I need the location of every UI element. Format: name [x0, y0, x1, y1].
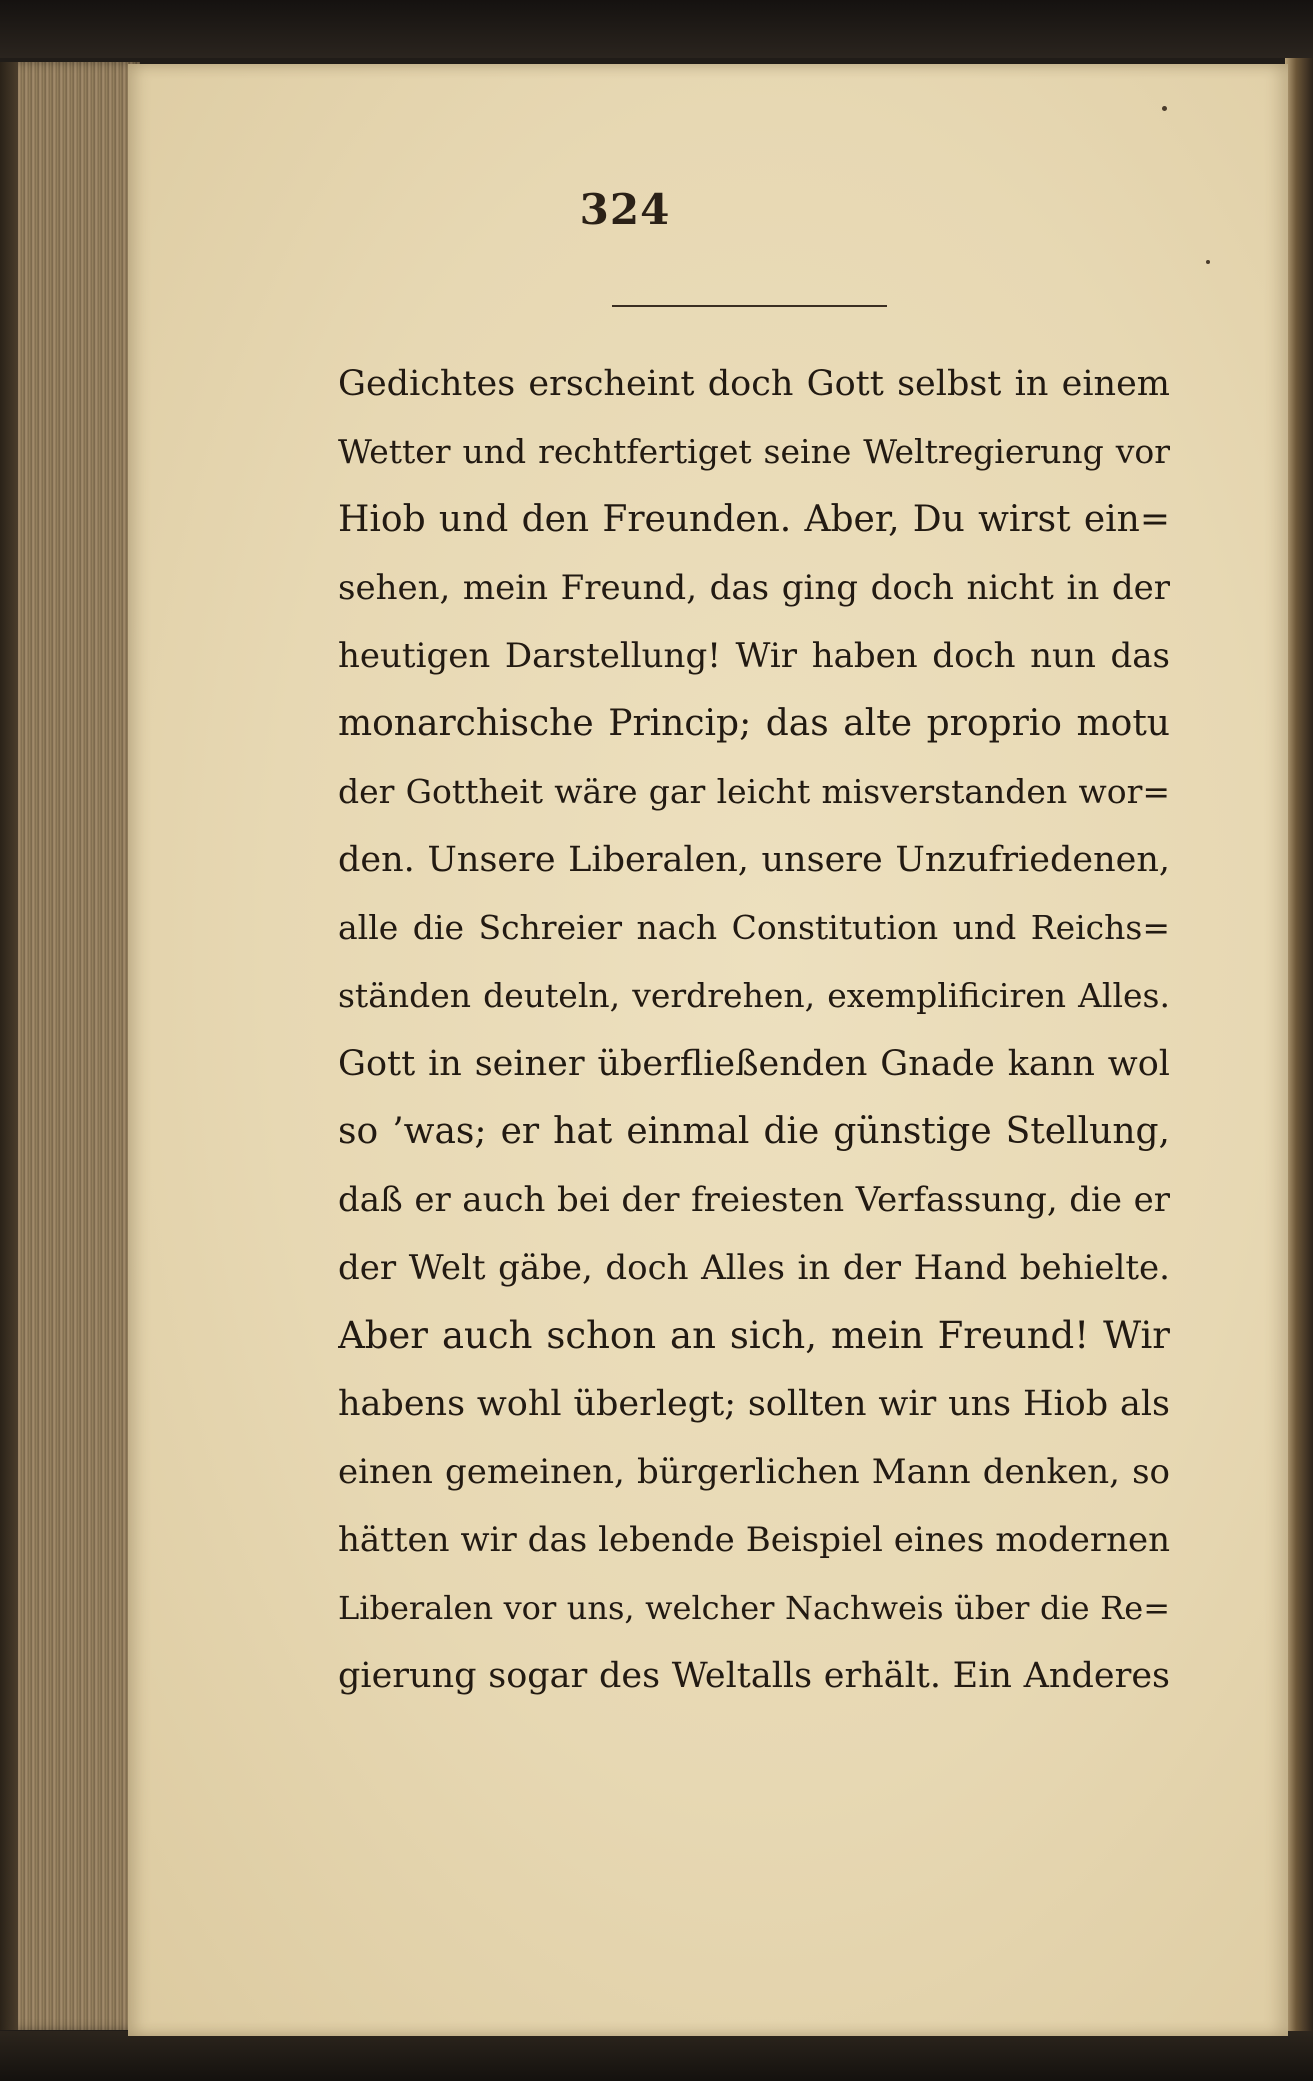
- text-line: Liberalen vor uns, welcher Nachweis über die Re=: [338, 1589, 1170, 1627]
- text-line: hätten wir das lebende Beispiel eines modernen: [338, 1520, 1170, 1560]
- book-cover-edge: [0, 62, 18, 2030]
- page-number: 324: [579, 185, 671, 234]
- body-text: [338, 350, 1170, 1710]
- text-line: alle die Schreier nach Constitution und Reichs=: [338, 908, 1170, 947]
- text-line: daß er auch bei der freiesten Verfassung, die er: [338, 1180, 1170, 1220]
- text-line: heutigen Darstellung! Wir haben doch nun das: [338, 636, 1170, 676]
- text-line: so ’was; er hat einmal die günstige Stellung,: [338, 1111, 1170, 1152]
- text-line: den. Unsere Liberalen, unsere Unzufriedenen,: [338, 840, 1170, 880]
- text-line: monarchische Princip; das alte proprio motu: [338, 703, 1170, 744]
- scan-bottom-background: [0, 2031, 1313, 2081]
- text-line: ständen deuteln, verdrehen, exemplificiren Alles.: [338, 976, 1170, 1015]
- paper-speck: [1206, 260, 1210, 264]
- header-rule: [612, 305, 887, 307]
- text-line: Aber auch schon an sich, mein Freund! Wir: [338, 1314, 1170, 1357]
- text-line: der Gottheit wäre gar leicht misverstanden wor=: [338, 772, 1170, 811]
- text-line: Gott in seiner überfließenden Gnade kann wol: [338, 1044, 1170, 1084]
- scan-top-background: [0, 0, 1313, 58]
- page-block-edges: [0, 62, 140, 2030]
- text-line: der Welt gäbe, doch Alles in der Hand behielte.: [338, 1248, 1170, 1288]
- text-line: habens wohl überlegt; sollten wir uns Hiob als: [338, 1384, 1170, 1424]
- text-line: einen gemeinen, bürgerlichen Mann denken, so: [338, 1452, 1170, 1492]
- text-line: Wetter und rechtfertiget seine Weltregierung vor: [338, 432, 1170, 471]
- text-line: Gedichtes erscheint doch Gott selbst in einem: [338, 364, 1170, 404]
- text-line: gierung sogar des Weltalls erhält. Ein Anderes: [338, 1656, 1170, 1696]
- binding-edge: [1285, 58, 1313, 2043]
- text-line: Hiob und den Freunden. Aber, Du wirst ein=: [338, 499, 1170, 540]
- paper-speck: [1162, 106, 1167, 111]
- text-line: sehen, mein Freund, das ging doch nicht in der: [338, 568, 1170, 608]
